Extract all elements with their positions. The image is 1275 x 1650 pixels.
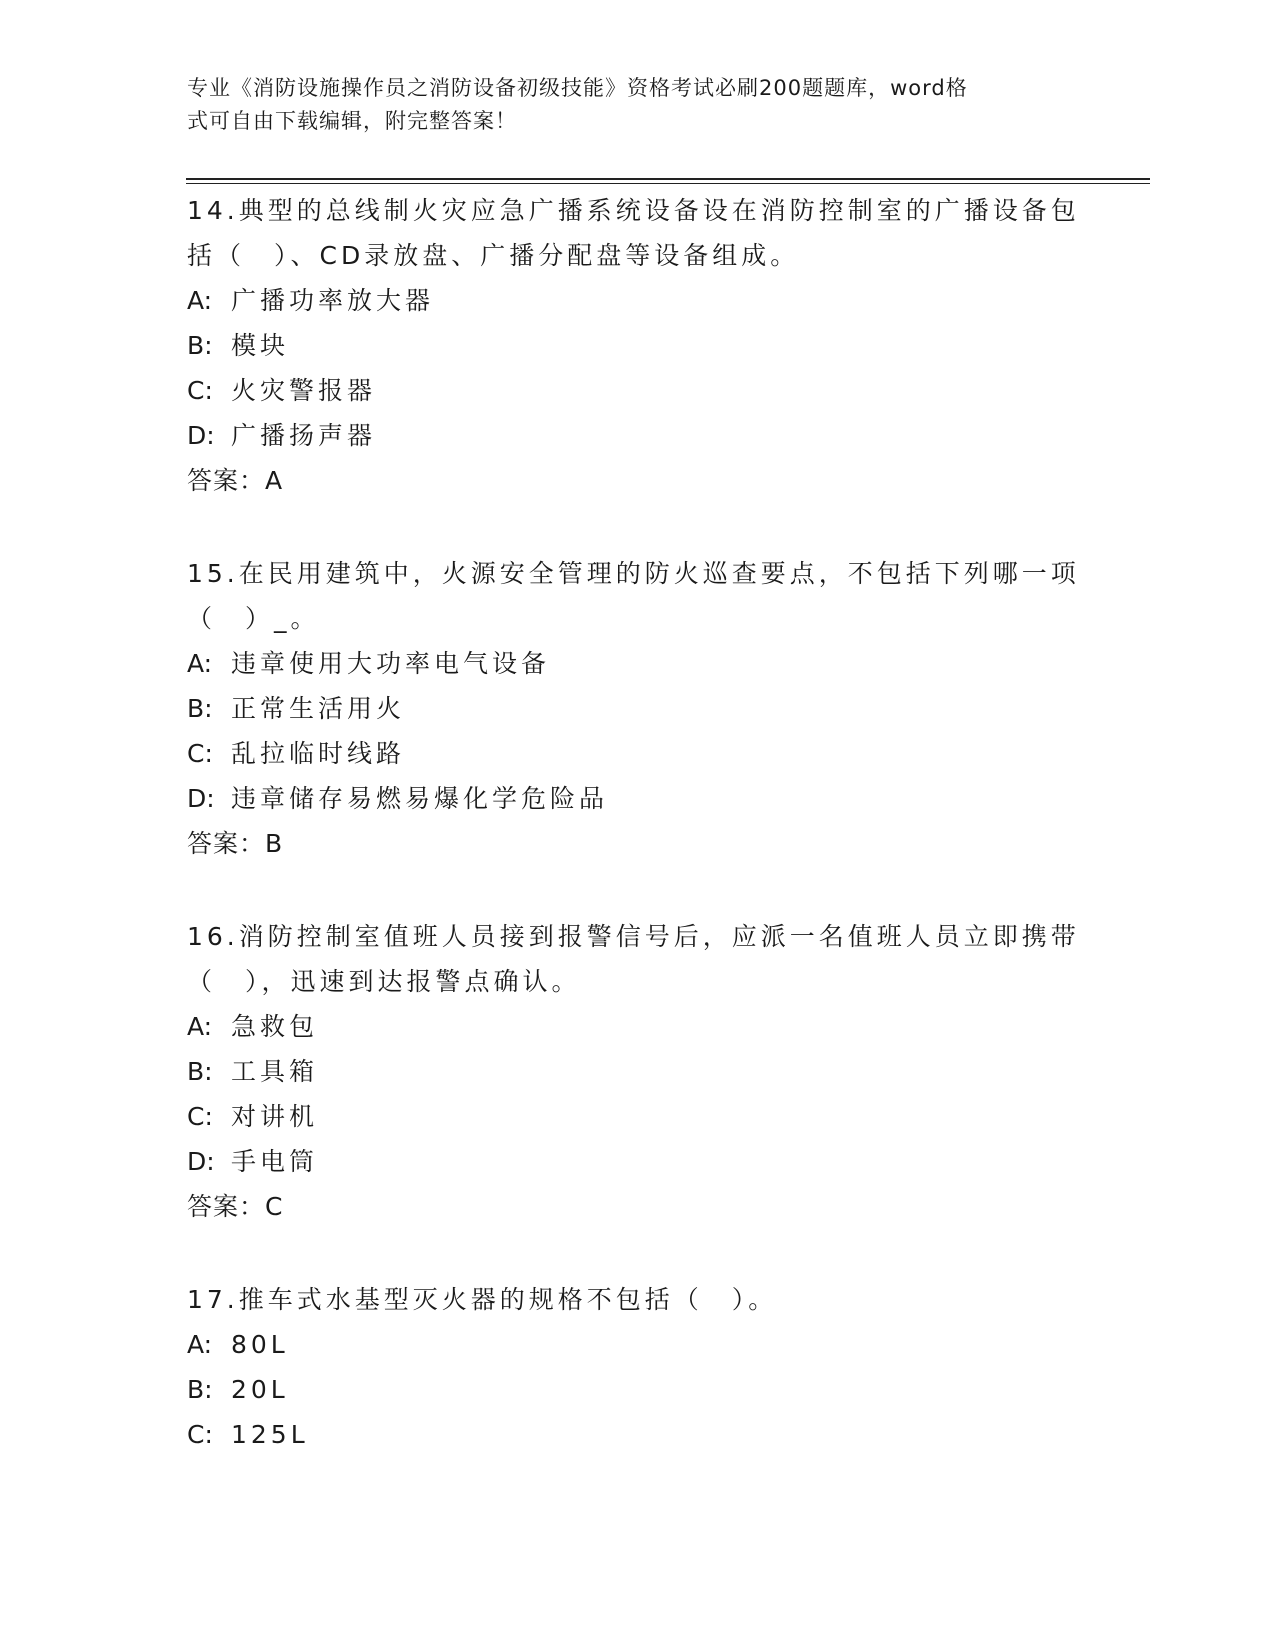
question-stem-line: 16.消防控制室值班人员接到报警信号后，应派一名值班人员立即携带	[187, 922, 1080, 951]
option-letter: A:	[187, 1012, 213, 1041]
question-stem-line: 14.典型的总线制火灾应急广播系统设备设在消防控制室的广播设备包	[187, 196, 1080, 225]
option-text: 对讲机	[231, 1102, 319, 1131]
option-letter: D:	[187, 784, 215, 813]
question-list	[187, 188, 1087, 1505]
option-text: 违章储存易燃易爆化学危险品	[231, 784, 609, 813]
header-divider-thick	[186, 178, 1150, 180]
option-letter: C:	[187, 376, 213, 405]
option-letter: B:	[187, 331, 213, 360]
option-letter: C:	[187, 1102, 213, 1131]
option-text: 模块	[231, 331, 290, 360]
option-text: 乱拉临时线路	[231, 739, 406, 768]
question-stem-line: 括（ ）、CD录放盘、广播分配盘等设备组成。	[187, 241, 800, 270]
option-a	[187, 641, 1087, 686]
option-text: 125L	[231, 1420, 309, 1449]
option-text: 20L	[231, 1375, 289, 1404]
option-letter: B:	[187, 694, 213, 723]
option-b	[187, 1367, 1087, 1412]
question-17	[187, 1277, 1087, 1457]
option-c	[187, 1412, 1087, 1457]
question-stem-line: 17.推车式水基型灭火器的规格不包括（ ）。	[187, 1285, 778, 1314]
option-letter: D:	[187, 421, 215, 450]
option-letter: A:	[187, 286, 213, 315]
option-a	[187, 1322, 1087, 1367]
question-stem-line: （ ），迅速到达报警点确认。	[187, 967, 581, 996]
option-text: 手电筒	[231, 1147, 319, 1176]
option-text: 急救包	[231, 1012, 319, 1041]
option-d	[187, 1139, 1087, 1184]
option-c	[187, 368, 1087, 413]
header-divider-thin	[186, 183, 1150, 184]
option-d	[187, 413, 1087, 458]
option-a	[187, 1004, 1087, 1049]
option-c	[187, 1094, 1087, 1139]
option-d	[187, 776, 1087, 821]
option-letter: A:	[187, 649, 213, 678]
option-text: 广播功率放大器	[231, 286, 435, 315]
option-b	[187, 1049, 1087, 1094]
option-letter: B:	[187, 1057, 213, 1086]
question-stem-line: 15.在民用建筑中，火源安全管理的防火巡查要点，不包括下列哪一项	[187, 559, 1080, 588]
question-14	[187, 188, 1087, 503]
option-text: 火灾警报器	[231, 376, 377, 405]
option-text: 违章使用大功率电气设备	[231, 649, 551, 678]
option-text: 广播扬声器	[231, 421, 377, 450]
option-a	[187, 278, 1087, 323]
header-line-1: 专业《消防设施操作员之消防设备初级技能》资格考试必刷200题题库，word格	[187, 76, 968, 100]
option-text: 80L	[231, 1330, 289, 1359]
option-b	[187, 323, 1087, 368]
answer-line: 答案：B	[187, 829, 284, 858]
answer-line: 答案：A	[187, 466, 284, 495]
question-15	[187, 551, 1087, 866]
option-text: 工具箱	[231, 1057, 319, 1086]
option-text: 正常生活用火	[231, 694, 406, 723]
option-c	[187, 731, 1087, 776]
document-header	[187, 72, 1067, 138]
option-b	[187, 686, 1087, 731]
header-line-2: 式可自由下载编辑，附完整答案！	[187, 109, 517, 133]
option-letter: C:	[187, 739, 213, 768]
option-letter: B:	[187, 1375, 213, 1404]
question-stem-line: （ ）_。	[187, 604, 320, 633]
option-letter: C:	[187, 1420, 213, 1449]
answer-line: 答案：C	[187, 1192, 284, 1221]
question-16	[187, 914, 1087, 1229]
option-letter: A:	[187, 1330, 213, 1359]
option-letter: D:	[187, 1147, 215, 1176]
